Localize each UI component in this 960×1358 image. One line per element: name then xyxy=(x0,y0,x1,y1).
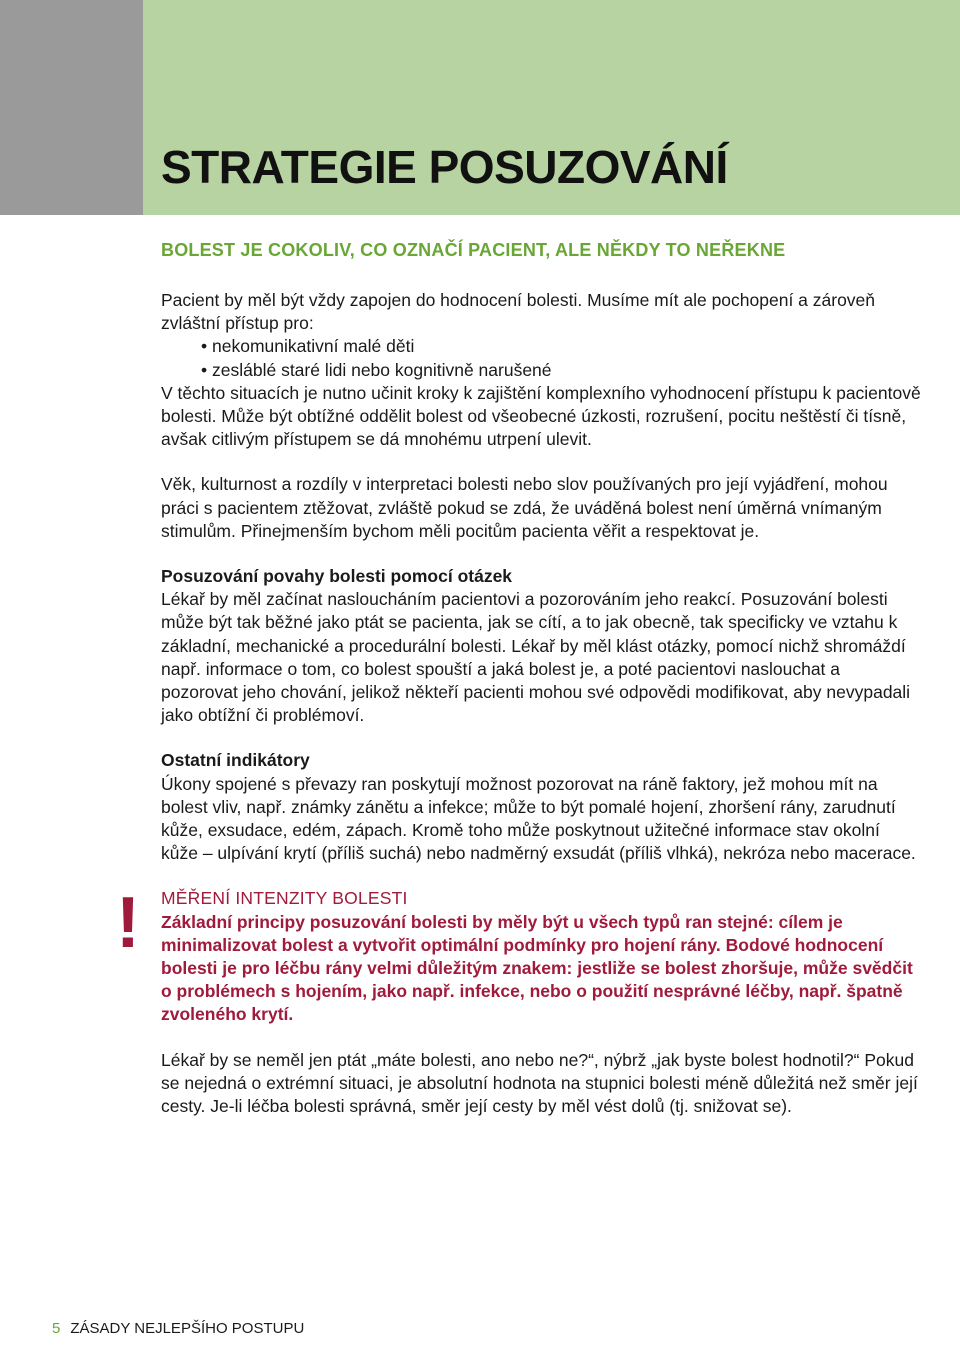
culture-paragraph: Věk, kulturnost a rozdíly v interpretaci bolesti nebo slov používaných pro její vyjádření, mohou práci s pacientem ztěžovat, zvláště pokud se zdá, že uváděná bolest není úměrná vnímaným stimulům. Přinejmenším bychom měli pocitům pacienta věřit a respektovat je. xyxy=(161,474,888,541)
exclamation-icon: ! xyxy=(116,883,140,964)
list-item: • zesláblé staré lidi nebo kognitivně narušené xyxy=(201,359,921,382)
bullet-list xyxy=(161,335,921,381)
questions-paragraph: Lékař by měl začínat nasloucháním pacientovi a pozorováním jeho reakcí. Posuzování bolesti může být tak běžné jako ptát se pacienta, jak se cítí, a to jak obecně, tak specificky ve vztahu k základní, mechanické a procedurální bolesti. Lékař by měl klást otázky, pomocí nichž shromáždí např. informace o tom, co bolest spouští a jaká bolest je, a poté pacientovi naslouchat a pozorovat jeho chování, jelikož někteří pacienti mohou své odpovědi modifikovat, aby nevypadali jako obtížní či problémoví. xyxy=(161,589,911,726)
alert-block xyxy=(116,883,921,1026)
intro-paragraph: Pacient by měl být vždy zapojen do hodnocení bolesti. Musíme mít ale pochopení a zároveň zvláštní přístup pro: xyxy=(161,290,876,334)
alert-highlight: Základní principy posuzování bolesti by měly být u všech typů ran stejné: cílem je minimalizovat bolest a vytvořit optimální podmínky pro hojení rány. Bodové hodnocení bolesti je pro léčbu rány velmi důležitým znakem: jestliže se bolest zhoršuje, může svědčit o problémech s hojením, jako např. infekce, nebo o použití nesprávné léčby, např. špatně zvoleného krytí. xyxy=(161,911,913,1025)
list-item: • nekomunikativní malé děti xyxy=(201,335,921,358)
subheading-indicators: Ostatní indikátory xyxy=(161,750,310,771)
main-text xyxy=(116,240,921,1140)
grey-corner-block xyxy=(0,0,143,215)
section-heading-pain: BOLEST JE COKOLIV, CO OZNAČÍ PACIENT, ALE NĚKDY TO NEŘEKNE xyxy=(161,240,786,260)
subheading-questions: Posuzování povahy bolesti pomocí otázek xyxy=(161,566,513,587)
page-number: 5 xyxy=(52,1320,61,1337)
alert-heading: MĚŘENÍ INTENZITY BOLESTI xyxy=(161,888,408,909)
footer xyxy=(52,1320,304,1337)
situations-paragraph: V těchto situacích je nutno učinit kroky k zajištění komplexního vyhodnocení přístupu k pacientově bolesti. Může být obtížné oddělit bolest od všeobecné úzkosti, rozrušení, pocitu neštěstí či tísně, avšak citlivým přístupem se dá mnohému utrpení ulevit. xyxy=(161,382,921,450)
indicators-paragraph: Úkony spojené s převazy ran poskytují možnost pozorovat na ráně faktory, jež mohou mít na bolest vliv, např. známky zánětu a infekce; může to být pomalé hojení, zhoršení rány, zarudnutí kůže, exsudace, edém, zápach. Kromě toho může poskytnout užitečné informace stav okolní kůže – ulpívání krytí (příliš suchá) nebo nadměrný exsudát (příliš vlhká), nekróza nebo macerace. xyxy=(161,773,916,864)
footer-title: ZÁSADY NEJLEPŠÍHO POSTUPU xyxy=(70,1320,305,1337)
page-title: STRATEGIE POSUZOVÁNÍ xyxy=(161,141,728,193)
rating-paragraph: Lékař by se neměl jen ptát „máte bolesti, ano nebo ne?“, nýbrž „jak byste bolest hodnotil?“ Pokud se nejedná o extrémní situaci, je absolutní hodnota na stupnici bolesti méně důležitá než směr její cesty. Je-li léčba bolesti správná, směr její cesty by měl vést dolů (tj. snižovat se). xyxy=(161,1049,918,1117)
